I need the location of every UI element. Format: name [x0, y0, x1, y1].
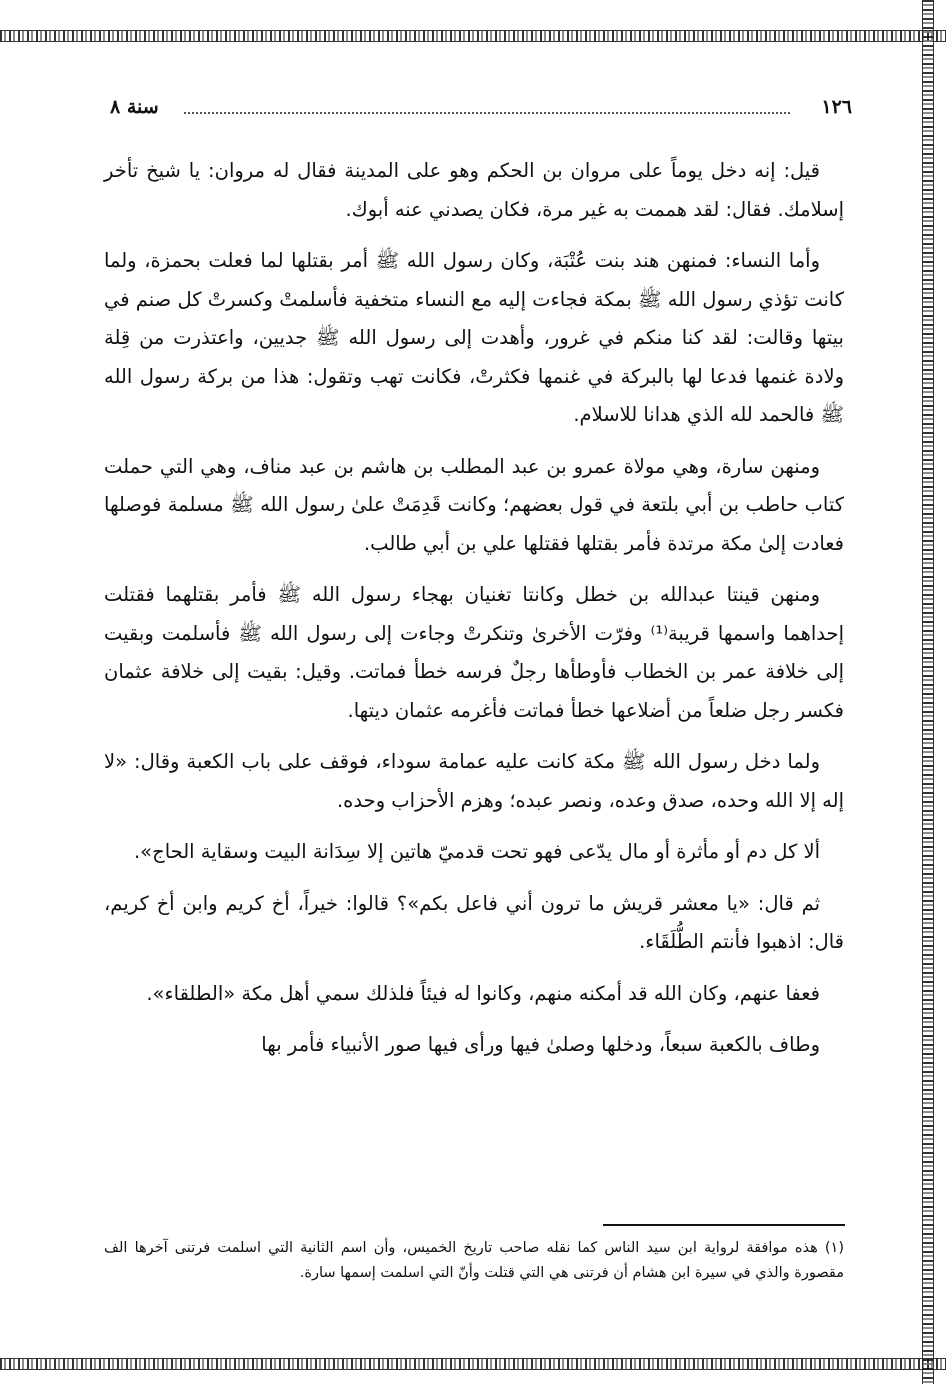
paragraph: فعفا عنهم، وكان الله قد أمكنه منهم، وكانوا له فيئاً فلذلك سمي أهل مكة «الطلقاء». — [146, 981, 820, 1005]
paragraph: ألا كل دم أو مأثرة أو مال يدّعى فهو تحت قدميّ هاتين إلا سِدَانة البيت وسقاية الحاج». — [133, 840, 820, 863]
paragraph: ثم قال: «يا معشر قريش ما ترون أني فاعل بكم»؟ قالوا: خيراً، أخ كريم وابن أخ كريم، قال: اذهبوا فأنتم الطُّلَقَاء. — [104, 891, 844, 953]
paragraph: ولما دخل رسول الله ﷺ مكة كانت عليه عمامة سوداء، فوقف على باب الكعبة وقال: «لا إله إلا الله وحده، صدق وعده، ونصر عبده؛ وهزم الأحزاب وحده. — [104, 750, 844, 812]
footnote: (١) هذه موافقة لرواية ابن سيد الناس كما نقله صاحب تاريخ الخميس، وأن اسم الثانية التي اسلمت فرتنى آخرها الف مقصورة والذي في سيرة ابن هشام أن فرتنى هي التي قتلت وأنّ التي اسلمت إسمها سارة. — [104, 1240, 844, 1281]
paragraph: ومنهن سارة، وهي مولاة عمرو بن عبد المطلب بن هاشم بن عبد مناف، وهي التي حملت كتاب حاطب بن أبي بلتعة في قول بعضهم؛ وكانت قَدِمَتْ علىٰ رسول الله ﷺ مسلمة فوصلها فعادت إلىٰ مكة مرتدة فأمر بقتلها فقتلها علي بن أبي طالب. — [104, 454, 844, 555]
page-border-bottom — [0, 1358, 946, 1370]
header-dotted-leader — [184, 112, 790, 114]
running-header — [110, 96, 852, 126]
footnote-divider — [603, 1224, 845, 1226]
paragraph: وأما النساء: فمنهن هند بنت عُتْبَة، وكان رسول الله ﷺ أمر بقتلها لما فعلت بحمزة، ولما كانت تؤذي رسول الله ﷺ بمكة فجاءت إليه مع النساء متخفية فأسلمتْ وكسرتْ كل صنم في بيتها وقالت: لقد كنا منكم في غرور، وأهدت إلى رسول الله ﷺ جديين، واعتذرت من قِلة ولادة غنمها فدعا لها بالبركة في غنمها فكثرتْ، فكانت تهب وتقول: هذا من بركة رسول الله ﷺ فالحمد لله الذي هدانا للاسلام. — [104, 249, 844, 426]
page-border-right — [922, 0, 934, 1384]
paragraph: قيل: إنه دخل يوماً على مروان بن الحكم وهو على المدينة فقال له مروان: يا شيخ تأخر إسلامك. فقال: لقد هممت به غير مرة، فكان يصدني عنه أبوك. — [104, 159, 844, 221]
main-text — [104, 152, 844, 1078]
paragraph: وطاف بالكعبة سبعاً، ودخلها وصلىٰ فيها ورأى فيها صور الأنبياء فأمر بها — [261, 1033, 820, 1056]
header-year: سنة ٨ — [110, 96, 159, 118]
paragraph: ومنهن قينتا عبدالله بن خطل وكانتا تغنيان بهجاء رسول الله ﷺ فأمر بقتلهما فقتلت إحداهما واسمها قريبة⁽¹⁾ وفرّت الأخرىٰ وتنكرتْ وجاءت إلى رسول الله ﷺ فأسلمت وبقيت إلى خلافة عمر بن الخطاب فأوطأها رجلٌ فرسه خطأ فماتت. وقيل: بقيت إلى خلافة عثمان فكسر رجل ضلعاً من أضلاعها خطأ فماتت فأغرمه عثمان ديتها. — [104, 583, 844, 722]
page-border-top — [0, 30, 946, 42]
page-number: ١٢٦ — [821, 96, 852, 118]
